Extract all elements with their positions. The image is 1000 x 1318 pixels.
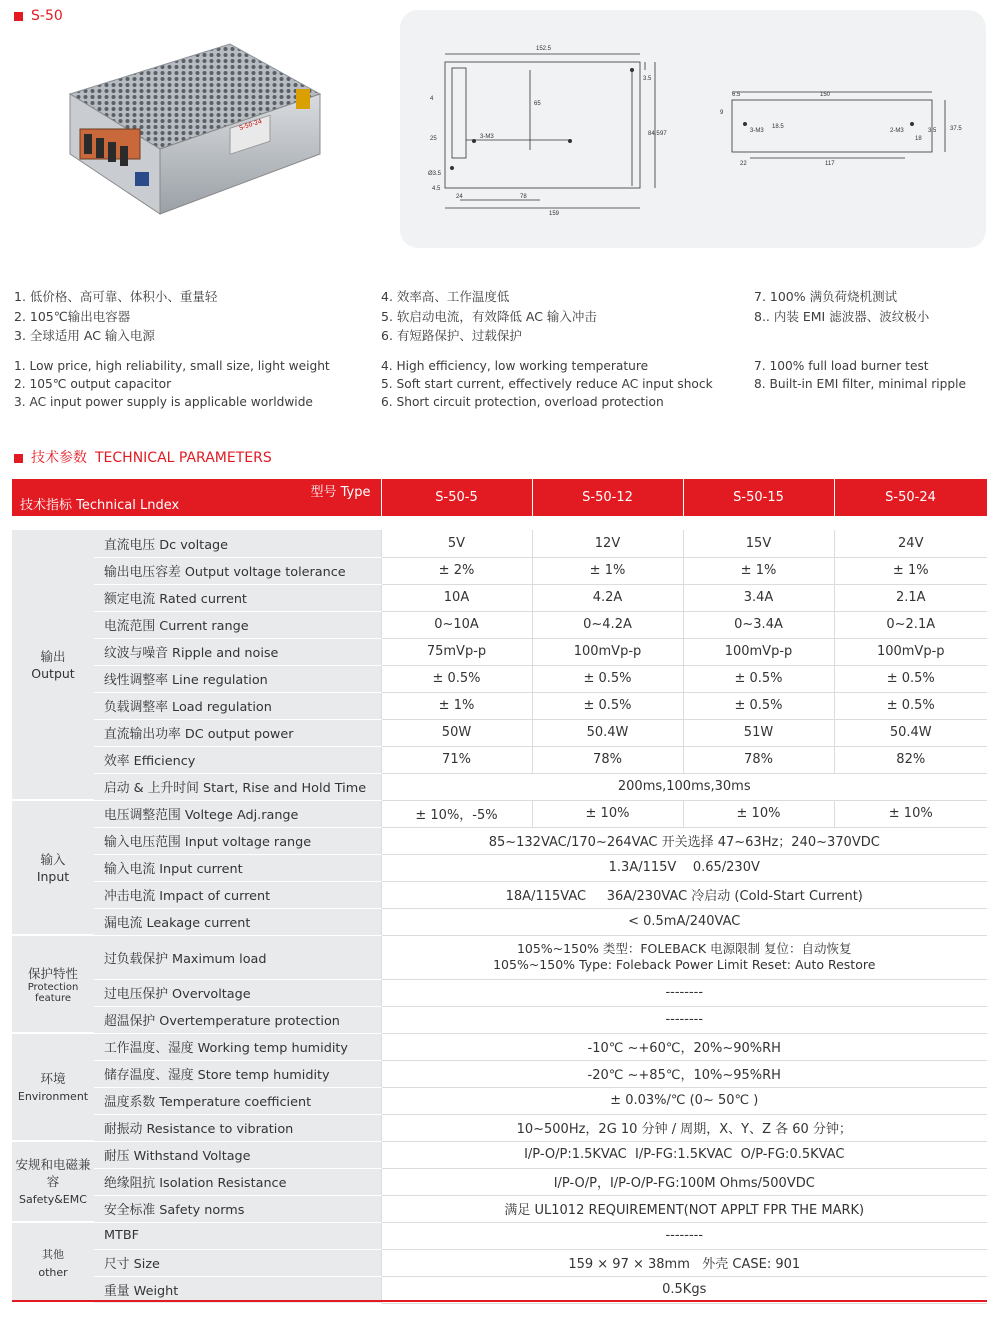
value-cell: 85~132VAC/170~264VAC 开关选择 47~63Hz；240~370VDC [381,827,987,854]
photo-label: S-50-24 [238,118,263,132]
table-row [12,665,987,692]
features-en-col3 [754,357,966,393]
param-label: 安全标准 Safety norms [94,1195,381,1222]
features-cn-col2 [381,287,597,346]
feature-cn: 7. 100% 满负荷烧机测试 [754,289,898,304]
value-cell: 100mVp-p [532,638,683,665]
table-row [12,746,987,773]
feature-cn: 3. 全球适用 AC 输入电源 [14,328,155,343]
dim-front-m3: 3-M3 [480,134,494,140]
table-bottom-rule [12,1300,987,1302]
param-label: 重量 Weight [94,1276,381,1303]
feature-cn: 4. 效率高、工作温度低 [381,289,510,304]
table-row [12,827,987,854]
table-row [12,1249,987,1276]
dimension-drawing [400,10,986,248]
group-en: Environment [17,1089,89,1103]
group-environment [12,1033,94,1141]
table-header [12,479,987,516]
dim-front-84: 84.5 [648,131,660,137]
value-cell: 15V [683,530,834,557]
value-cell: 0~3.4A [683,611,834,638]
value-cell: 0~10A [381,611,532,638]
table-row [12,611,987,638]
header-type-label: 型号 Type [310,485,371,500]
param-label: 额定电流 Rated current [94,584,381,611]
value-cell: -------- [381,1006,987,1033]
table-row [12,1087,987,1114]
param-label: 负载调整率 Load regulation [94,692,381,719]
value-cell: -------- [381,979,987,1006]
value-cell: 10~500Hz，2G 10 分钟 / 周期，X、Y、Z 各 60 分钟； [381,1114,987,1141]
param-label: 冲击电流 Impact of current [94,881,381,908]
red-square-icon [14,454,23,463]
features-en-col1 [14,357,330,411]
features-cn-col3 [754,287,929,326]
value-cell: -20℃ ~+85℃，10%~95%RH [381,1060,987,1087]
param-label: 直流输出功率 DC output power [94,719,381,746]
group-en: other [38,1265,68,1279]
param-label: 线性调整率 Line regulation [94,665,381,692]
dim-side-m3: 3-M3 [750,128,764,134]
param-label: MTBF [94,1222,381,1249]
group-cn: 环境 [40,1070,66,1086]
header-model: S-50-15 [683,479,834,516]
table-row [12,557,987,584]
value-cell: ± 0.5% [683,665,834,692]
group-cn: 其他 [42,1247,64,1261]
param-label: 直流电压 Dc voltage [94,530,381,557]
group-cn: 输入 [40,851,66,867]
param-label: 温度系数 Temperature coefficient [94,1087,381,1114]
group-cn: 安规和电磁兼容 [15,1156,91,1189]
param-label: 尺寸 Size [94,1249,381,1276]
header-model: S-50-24 [834,479,987,516]
value-cell: ± 0.5% [381,665,532,692]
table-row [12,1033,987,1060]
dim-front-width: 152.5 [536,46,552,52]
value-cell: ± 0.03%/℃ (0~ 50℃ ) [381,1087,987,1114]
feature-en: 2. 105℃ output capacitor [14,377,172,391]
dim-front-45: 4.5 [432,186,441,192]
value-cell: -------- [381,1222,987,1249]
value-cell: 50.4W [532,719,683,746]
dim-front-total: 159 [549,211,560,217]
param-label: 工作温度、湿度 Working temp humidity [94,1033,381,1060]
param-label: 电压调整范围 Voltege Adj.range [94,800,381,827]
param-label: 电流范围 Current range [94,611,381,638]
feature-cn: 2. 105℃输出电容器 [14,308,131,324]
table-row [12,584,987,611]
feature-cn: 8.. 内装 EMI 滤波器、波纹极小 [754,308,930,324]
value-cell: 200ms,100ms,30ms [381,773,987,800]
feature-en: 7. 100% full load burner test [754,359,929,373]
value-cell: ± 10% [834,800,987,827]
value-cell: 18A/115VAC 36A/230VAC 冷启动 (Cold-Start Current) [381,881,987,908]
table-row [12,800,987,827]
table-row [12,773,987,800]
feature-en: 8. Built-in EMI filter, minimal ripple [754,377,967,391]
dim-side-35: 3.5 [928,128,937,134]
value-cell: ± 0.5% [683,692,834,719]
param-label: 输入电流 Input current [94,854,381,881]
feature-en: 1. Low price, high reliability, small size, light weight [14,359,330,373]
feature-en: 4. High efficiency, low working temperature [381,359,649,373]
value-cell: 3.4A [683,584,834,611]
value-cell: 50W [381,719,532,746]
value-cell: -10℃ ~+60℃，20%~90%RH [381,1033,987,1060]
value-cell: 100mVp-p [683,638,834,665]
table-row [12,1168,987,1195]
dim-side-185: 18.5 [772,124,784,130]
red-square-icon [14,12,23,21]
param-label: 耐压 Withstand Voltage [94,1141,381,1168]
tech-params-title [14,447,272,467]
group-en: Input [36,868,70,884]
group-en: Safety&EMC [19,1192,87,1206]
value-cell: ± 0.5% [532,665,683,692]
table-row [12,638,987,665]
value-cell: 0~2.1A [834,611,987,638]
value-cell: I/P-O/P，I/P-O/P-FG:100M Ohms/500VDC [381,1168,987,1195]
header-model: S-50-12 [532,479,683,516]
value-cell: 0.5Kgs [381,1276,987,1303]
feature-cn: 1. 低价格、高可靠、体积小、重量轻 [14,289,218,304]
value-cell: < 0.5mA/240VAC [381,908,987,935]
value-cell: 159 × 97 × 38mm 外壳 CASE: 901 [381,1249,987,1276]
table-row [12,1114,987,1141]
value-line: 105%~150% 类型：FOLEBACK 电源限制 复位：自动恢复 [516,941,852,956]
group-safety [12,1141,94,1222]
group-output [12,530,94,800]
group-input [12,800,94,935]
value-cell: ± 1% [532,557,683,584]
param-label: 输入电压范围 Input voltage range [94,827,381,854]
value-line: 105%~150% Type: Foleback Power Limit Reset: Auto Restore [493,957,876,972]
features-cn-col1 [14,287,217,346]
model-name: S-50 [31,8,63,24]
table-row [12,719,987,746]
param-label: 过电压保护 Overvoltage [94,979,381,1006]
dim-side-22: 22 [740,161,747,167]
table-row [12,1141,987,1168]
dim-side-m2: 2-M3 [890,128,904,134]
param-label: 纹波与噪音 Ripple and noise [94,638,381,665]
dim-front-25: 25 [430,136,437,142]
group-cn: 保护特性 [27,965,78,981]
group-protection [12,935,94,1033]
param-label: 耐振动 Resistance to vibration [94,1114,381,1141]
value-cell: ± 1% [381,692,532,719]
dim-front-4: 4 [430,96,434,102]
product-photo [40,34,340,224]
dimension-drawing-panel [400,10,986,248]
value-cell: ± 10%，-5% [381,800,532,827]
value-cell: 0~4.2A [532,611,683,638]
param-label: 储存温度、湿度 Store temp humidity [94,1060,381,1087]
group-en: Protection feature [27,981,79,1004]
value-cell: 50.4W [834,719,987,746]
tech-title-en: TECHNICAL PARAMETERS [95,450,272,466]
value-cell: 78% [683,746,834,773]
param-label: 绝缘阻抗 Isolation Resistance [94,1168,381,1195]
value-cell: 78% [532,746,683,773]
spec-table [12,479,988,1304]
table-row [12,1006,987,1033]
model-title [14,8,63,24]
value-cell: 满足 UL1012 REQUIREMENT(NOT APPLT FPR THE MARK) [381,1195,987,1222]
dim-front-phi: Ø3.5 [428,171,442,177]
table-row [12,530,987,557]
table-row [12,935,987,979]
table-row [12,881,987,908]
features-en-col2 [381,357,713,411]
value-cell: 24V [834,530,987,557]
feature-en: 3. AC input power supply is applicable worldwide [14,395,313,409]
header-index-label: 技术指标 Technical Lndex [20,498,180,513]
feature-en: 5. Soft start current, effectively reduce AC input shock [381,377,713,391]
dim-side-117: 117 [825,161,835,167]
value-cell: ± 0.5% [834,692,987,719]
value-cell: 71% [381,746,532,773]
value-cell: 82% [834,746,987,773]
table-row [12,1222,987,1249]
group-other [12,1222,94,1303]
param-label: 超温保护 Overtemperature protection [94,1006,381,1033]
value-cell: 1.3A/115V 0.65/230V [381,854,987,881]
table-row [12,1276,987,1303]
value-cell: 4.2A [532,584,683,611]
value-cell: 12V [532,530,683,557]
dim-side-65: 6.5 [732,92,741,98]
feature-en: 6. Short circuit protection, overload protection [381,395,664,409]
value-cell: 2.1A [834,584,987,611]
dim-front-24: 24 [456,194,463,200]
param-label: 效率 Efficiency [94,746,381,773]
tech-title-cn: 技术参数 [31,450,87,466]
value-cell: 10A [381,584,532,611]
group-cn: 输出 [40,648,66,664]
dim-side-375: 37.5 [950,126,962,132]
feature-cn: 6. 有短路保护、过载保护 [381,328,522,343]
dim-front-97: 97 [660,131,667,137]
dim-front-65: 65 [534,101,541,107]
value-cell [381,935,987,979]
param-label: 过负载保护 Maximum load [94,935,381,979]
dim-side-9: 9 [720,110,724,116]
dim-front-3: 3.5 [643,76,652,82]
table-row [12,854,987,881]
dim-side-18: 18 [915,136,922,142]
feature-cn: 5. 软启动电流，有效降低 AC 输入冲击 [381,308,597,324]
dim-side-150: 150 [820,92,831,98]
table-row [12,1195,987,1222]
table-row [12,692,987,719]
param-label: 输出电压容差 Output voltage tolerance [94,557,381,584]
value-cell: ± 0.5% [834,665,987,692]
value-cell: ± 1% [683,557,834,584]
value-cell: ± 10% [683,800,834,827]
value-cell: I/P-O/P:1.5KVAC I/P-FG:1.5KVAC O/P-FG:0.5KVAC [381,1141,987,1168]
group-en: Output [31,665,75,681]
value-cell: 51W [683,719,834,746]
param-label: 漏电流 Leakage current [94,908,381,935]
table-row [12,1060,987,1087]
dim-front-78: 78 [520,194,527,200]
value-cell: ± 1% [834,557,987,584]
value-cell: 5V [381,530,532,557]
param-label: 启动 & 上升时间 Start, Rise and Hold Time [94,773,381,800]
value-cell: ± 0.5% [532,692,683,719]
table-row [12,908,987,935]
header-model: S-50-5 [381,479,532,516]
table-row [12,979,987,1006]
value-cell: 100mVp-p [834,638,987,665]
value-cell: ± 10% [532,800,683,827]
value-cell: 75mVp-p [381,638,532,665]
header-index [12,479,381,516]
value-cell: ± 2% [381,557,532,584]
